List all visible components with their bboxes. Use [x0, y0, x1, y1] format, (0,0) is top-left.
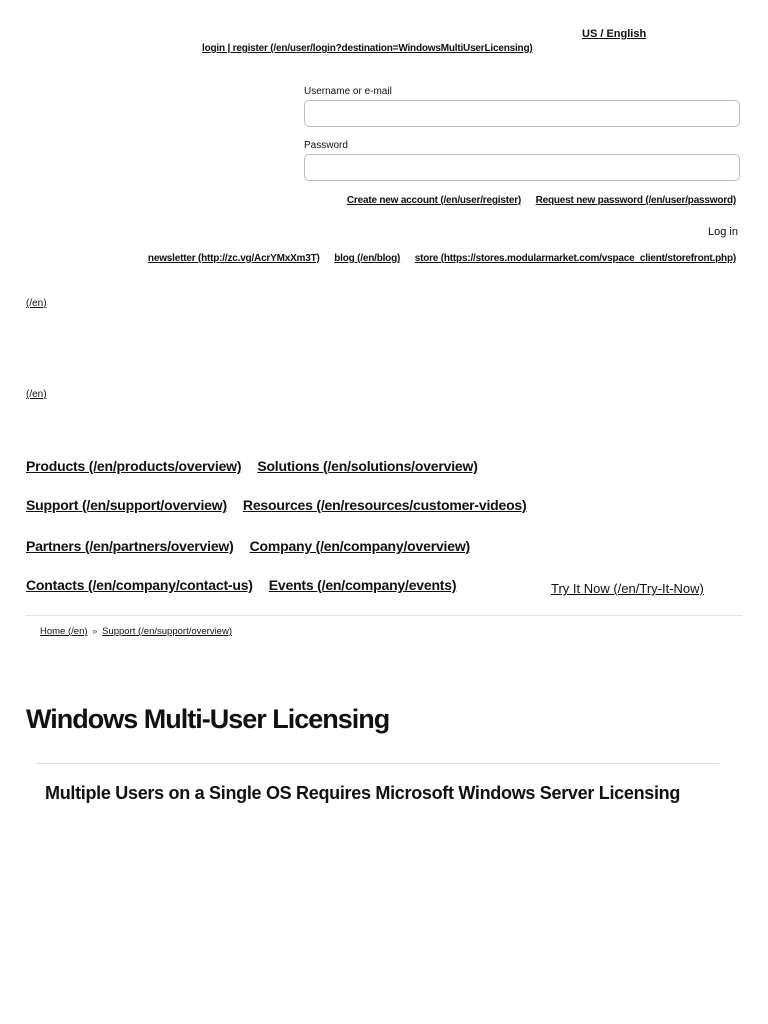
username-label: Username or e-mail	[304, 86, 392, 97]
store-link[interactable]: store (https://stores.modularmarket.com/vspace_client/storefront.php)	[414, 253, 736, 264]
login-button[interactable]: Log in	[708, 226, 738, 238]
main-nav-row-4	[26, 577, 472, 593]
page-title: Windows Multi-User Licensing	[26, 704, 390, 734]
language-link[interactable]: US / English	[582, 28, 647, 40]
nav-solutions[interactable]: Solutions (/en/solutions/overview)	[257, 458, 478, 474]
breadcrumb-home[interactable]: Home (/en)	[40, 626, 88, 637]
main-nav-row-3	[26, 538, 486, 554]
nav-products[interactable]: Products (/en/products/overview)	[26, 458, 242, 474]
page-subtitle: Multiple Users on a Single OS Requires Microsoft Windows Server Licensing	[45, 783, 681, 803]
create-account-link[interactable]: Create new account (/en/user/register)	[346, 195, 522, 206]
breadcrumb	[40, 626, 232, 637]
utility-nav	[136, 253, 736, 264]
main-nav-row-2	[26, 497, 543, 513]
account-links	[335, 195, 736, 206]
breadcrumb-separator: »	[92, 626, 98, 637]
main-nav-row-1	[26, 458, 494, 474]
login-register-link[interactable]: login | register (/en/user/login?destination=WindowsMultiUserLicensing)	[202, 43, 533, 54]
home-logo-link[interactable]: (/en)	[26, 298, 47, 309]
request-password-link[interactable]: Request new password (/en/user/password)	[535, 195, 736, 206]
home-logo-link-secondary[interactable]: (/en)	[26, 389, 47, 400]
password-label: Password	[304, 140, 348, 151]
nav-divider	[26, 615, 742, 616]
breadcrumb-support[interactable]: Support (/en/support/overview)	[102, 626, 232, 637]
nav-support[interactable]: Support (/en/support/overview)	[26, 497, 227, 513]
blog-link[interactable]: blog (/en/blog)	[334, 253, 401, 264]
nav-company[interactable]: Company (/en/company/overview)	[249, 538, 470, 554]
try-it-now-link[interactable]: Try It Now (/en/Try-It-Now)	[551, 581, 704, 596]
nav-contacts[interactable]: Contacts (/en/company/contact-us)	[26, 577, 253, 593]
nav-events[interactable]: Events (/en/company/events)	[268, 577, 457, 593]
username-input[interactable]	[304, 100, 740, 127]
nav-resources[interactable]: Resources (/en/resources/customer-videos)	[242, 497, 527, 513]
nav-partners[interactable]: Partners (/en/partners/overview)	[26, 538, 234, 554]
password-input[interactable]	[304, 154, 740, 181]
title-divider	[36, 763, 719, 764]
newsletter-link[interactable]: newsletter (http://zc.vg/AcrYMxXm3T)	[147, 253, 320, 264]
